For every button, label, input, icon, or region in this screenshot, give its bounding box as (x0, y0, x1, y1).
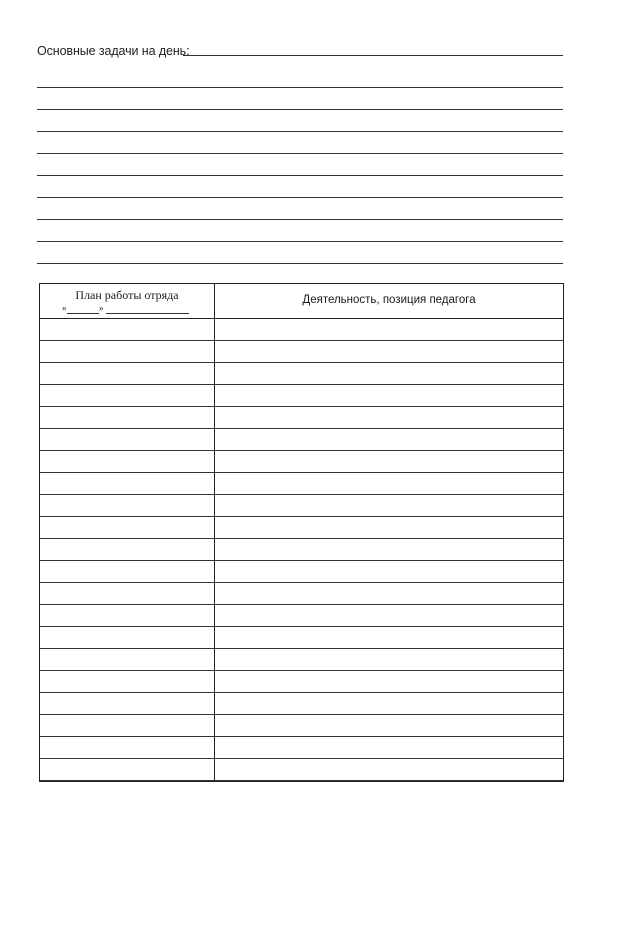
table-row (40, 451, 563, 473)
plan-table (39, 283, 564, 782)
table-header-row (40, 284, 563, 319)
daily-tasks-blank-line (37, 110, 563, 132)
daily-tasks-blank-line (37, 132, 563, 154)
daily-tasks-blank-line (37, 198, 563, 220)
plan-header-title: План работы отряда (75, 288, 179, 302)
daily-tasks-blank-line (37, 154, 563, 176)
daily-tasks-lines (37, 66, 563, 264)
date-day-blank (67, 313, 99, 314)
daily-tasks-label: Основные задачи на день: (37, 44, 190, 58)
table-row (40, 319, 563, 341)
table-row (40, 781, 563, 802)
table-row (40, 473, 563, 495)
plan-date-field (62, 303, 189, 315)
daily-tasks-fill-line (183, 55, 563, 56)
table-row (40, 363, 563, 385)
table-body (40, 319, 563, 802)
table-row (40, 737, 563, 759)
daily-tasks-blank-line (37, 66, 563, 88)
table-row (40, 759, 563, 781)
table-row (40, 649, 563, 671)
daily-tasks-first-line (37, 44, 563, 66)
date-open-quote: « (62, 303, 67, 313)
table-row (40, 627, 563, 649)
table-row (40, 407, 563, 429)
table-row (40, 385, 563, 407)
table-row (40, 429, 563, 451)
table-row (40, 605, 563, 627)
table-row (40, 539, 563, 561)
daily-tasks-blank-line (37, 88, 563, 110)
activity-header-title: Деятельность, позиция педагога (302, 294, 476, 306)
header-cell-activity (215, 284, 563, 318)
header-cell-plan (40, 284, 214, 318)
table-row (40, 341, 563, 363)
table-row (40, 715, 563, 737)
date-close-quote: » (99, 303, 104, 313)
table-row (40, 561, 563, 583)
daily-tasks-blank-line (37, 176, 563, 198)
table-row (40, 517, 563, 539)
table-row (40, 583, 563, 605)
table-row (40, 495, 563, 517)
table-row (40, 671, 563, 693)
table-row (40, 693, 563, 715)
date-month-blank (106, 313, 189, 314)
daily-tasks-blank-line (37, 220, 563, 242)
daily-tasks-section (37, 44, 563, 264)
daily-tasks-blank-line (37, 242, 563, 264)
